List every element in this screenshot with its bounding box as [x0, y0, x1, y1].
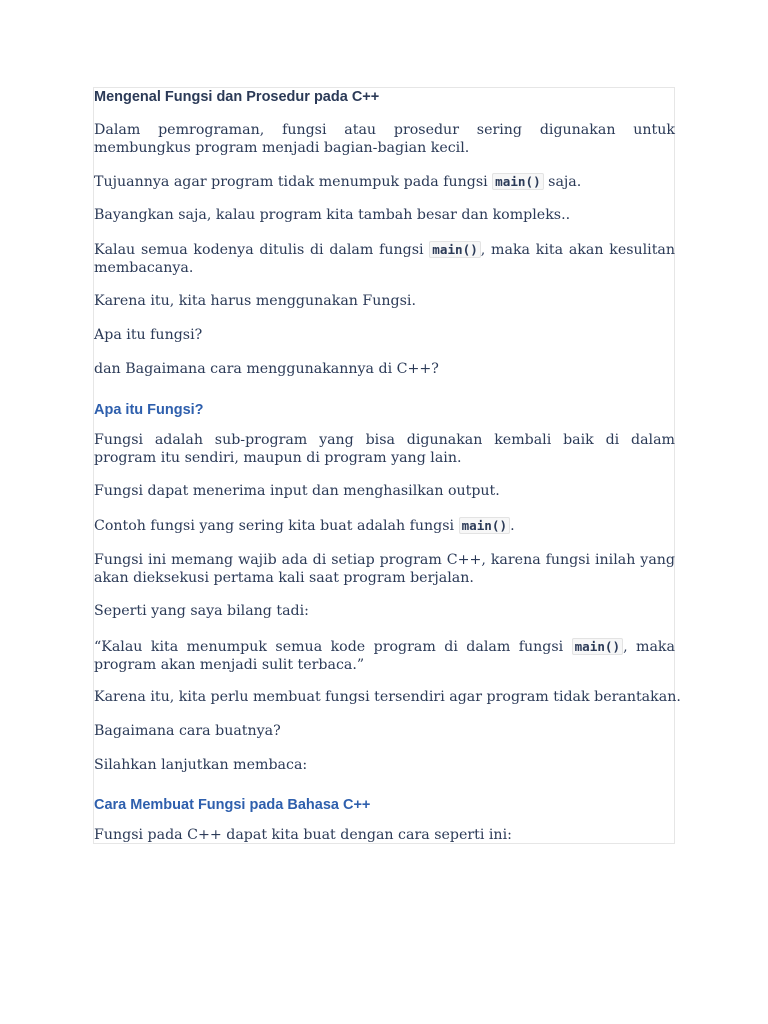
inline-code-main: main() [429, 241, 481, 258]
paragraph-continue: Silahkan lanjutkan membaca: [94, 757, 308, 773]
inline-code-main: main() [492, 173, 544, 190]
paragraph-quote-end: , maka program akan menjadi sulit terbaca.” [94, 639, 675, 673]
paragraph-example-end: . [510, 518, 515, 534]
paragraph-as-i-said: Seperti yang saya bilang tadi: [94, 603, 309, 619]
paragraph-question-how: dan Bagaimana cara menggunakannya di C++? [94, 361, 439, 377]
paragraph-difficulty-end: , maka kita akan kesulitan membacanya. [94, 242, 676, 276]
paragraph-difficulty [94, 241, 675, 277]
paragraph-example-text: Contoh fungsi yang sering kita buat adalah fungsi [94, 518, 459, 534]
paragraph-therefore: Karena itu, kita harus menggunakan Fungsi. [94, 293, 416, 309]
inline-code-main: main() [459, 517, 511, 534]
paragraph-purpose-text: Tujuannya agar program tidak menumpuk pada fungsi [94, 174, 493, 190]
paragraph-how-to-make: Bagaimana cara buatnya? [94, 723, 281, 739]
paragraph-intro-text: Dalam pemrograman, fungsi atau prosedur sering digunakan untuk membungkus program menjadi bagian-bagian kecil. [94, 122, 675, 156]
paragraph-example [94, 517, 675, 536]
paragraph-syntax-intro: Fungsi pada C++ dapat kita buat dengan cara seperti ini: [94, 827, 512, 843]
paragraph-question-what: Apa itu fungsi? [94, 327, 203, 343]
section-heading-cara-membuat-fungsi: Cara Membuat Fungsi pada Bahasa C++ [94, 797, 371, 813]
paragraph-definition: Fungsi adalah sub-program yang bisa digunakan kembali baik di dalam program itu sendiri, maupun di program yang lain. [94, 432, 675, 466]
document-title: Mengenal Fungsi dan Prosedur pada C++ [94, 89, 380, 105]
paragraph-imagine: Bayangkan saja, kalau program kita tambah besar dan kompleks.. [94, 207, 571, 223]
paragraph-quote [94, 638, 675, 674]
paragraph-own-function: Karena itu, kita perlu membuat fungsi tersendiri agar program tidak berantakan. [94, 689, 681, 705]
inline-code-main: main() [572, 638, 624, 655]
paragraph-purpose [94, 173, 675, 192]
paragraph-input-output: Fungsi dapat menerima input dan menghasilkan output. [94, 483, 500, 499]
paragraph-mandatory: Fungsi ini memang wajib ada di setiap program C++, karena fungsi inilah yang akan dieksekusi pertama kali saat program berjalan. [94, 552, 675, 586]
paragraph-difficulty-text: Kalau semua kodenya ditulis di dalam fungsi [94, 242, 430, 258]
document-page [93, 87, 681, 844]
section-heading-apa-itu-fungsi: Apa itu Fungsi? [94, 402, 204, 418]
paragraph-intro [94, 122, 675, 157]
paragraph-quote-text: “Kalau kita menumpuk semua kode program di dalam fungsi [94, 639, 572, 655]
paragraph-purpose-end: saja. [543, 174, 582, 190]
